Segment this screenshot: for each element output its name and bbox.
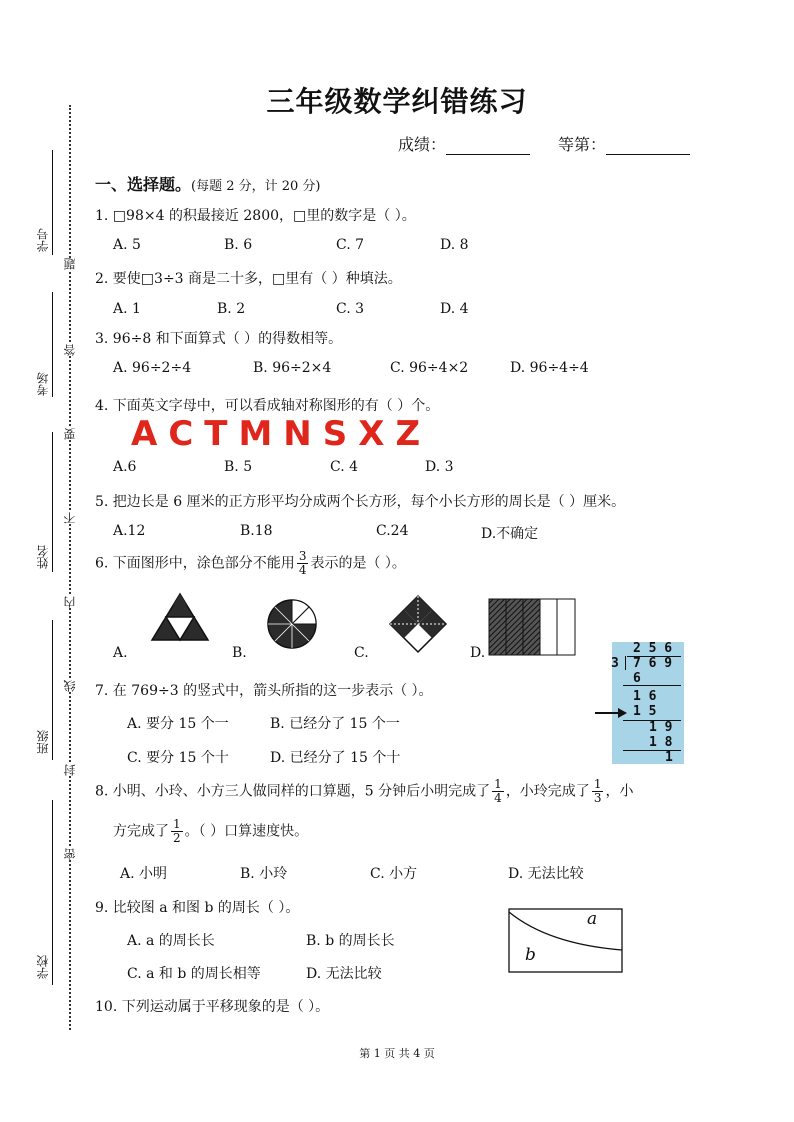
grade-blank[interactable] — [606, 138, 690, 155]
division-rule-1 — [623, 685, 681, 686]
q7-option-b[interactable]: B. 已经分了 15 个一 — [270, 716, 400, 732]
q2-option-a[interactable]: A. 1 — [113, 301, 141, 317]
division-step: 1 5 — [633, 704, 657, 719]
question-1: 1. □98×4 的积最接近 2800，□里的数字是（ ）。 — [95, 208, 416, 224]
score-field — [398, 132, 530, 155]
name-line — [52, 432, 53, 572]
q4-option-b[interactable]: B. 5 — [224, 459, 253, 475]
side-label-name: 姓名 — [36, 545, 50, 569]
section-note: (每题 2 分，计 20 分) — [191, 179, 321, 194]
q7-option-c[interactable]: C. 要分 15 个十 — [127, 750, 229, 766]
q8-option-c[interactable]: C. 小方 — [370, 866, 418, 882]
letters-image: ACTMNSXZ — [131, 414, 432, 454]
q2-option-b[interactable]: B. 2 — [217, 301, 246, 317]
q2-option-d[interactable]: D. 4 — [440, 301, 469, 317]
margin-marker: 题 — [63, 258, 77, 270]
arrow-icon — [594, 707, 628, 719]
region-label-a: a — [587, 909, 598, 929]
q6-option-a[interactable]: A. — [113, 645, 128, 661]
q9-option-b[interactable]: B. b 的周长长 — [306, 933, 395, 949]
side-label-class: 班级 — [36, 730, 50, 754]
exam-room-line — [52, 292, 53, 397]
q3-option-a[interactable]: A. 96÷2÷4 — [113, 360, 192, 376]
division-bracket — [625, 656, 626, 670]
section-heading — [95, 172, 321, 195]
score-label: 成绩： — [398, 135, 447, 154]
question-4: 4. 下面英文字母中，可以看成轴对称图形的有（ ）个。 — [95, 398, 440, 414]
class-line — [52, 620, 53, 760]
grade-field — [558, 132, 690, 155]
side-label-exam-room: 考场 — [36, 372, 50, 396]
student-number-line — [52, 150, 53, 255]
question-2: 2. 要使□3÷3 商是二十多，□里有（ ）种填法。 — [95, 271, 402, 287]
question-10: 10. 下列运动属于平移现象的是（ ）。 — [95, 999, 330, 1015]
division-step: 1 — [665, 750, 673, 765]
q9-option-a[interactable]: A. a 的周长长 — [127, 933, 215, 949]
q5-option-b[interactable]: B.18 — [240, 523, 273, 539]
page-title: 三年级数学纠错练习 — [266, 85, 528, 118]
fraction-one-quarter: $\frac{1}{4}$ — [494, 777, 502, 805]
q9-option-c[interactable]: C. a 和 b 的周长相等 — [127, 966, 261, 982]
q5-option-d[interactable]: D.不确定 — [481, 526, 539, 542]
score-blank[interactable] — [446, 138, 530, 155]
question-5: 5. 把边长是 6 厘米的正方形平均分成两个长方形，每个小长方形的周长是（ ）厘米。 — [95, 494, 626, 510]
circle-figure — [266, 598, 318, 650]
q6-option-b[interactable]: B. — [232, 645, 247, 661]
q9-option-d[interactable]: D. 无法比较 — [306, 966, 382, 982]
q5-option-a[interactable]: A.12 — [113, 523, 146, 539]
division-quotient: 2 5 6 — [633, 641, 673, 656]
margin-marker: 内 — [63, 596, 77, 608]
q7-option-d[interactable]: D. 已经分了 15 个十 — [270, 750, 401, 766]
q3-option-b[interactable]: B. 96÷2×4 — [253, 360, 332, 376]
q5-option-c[interactable]: C.24 — [376, 523, 409, 539]
division-step: 1 9 — [649, 720, 673, 735]
question-9: 9. 比较图 a 和图 b 的周长（ ）。 — [95, 900, 300, 916]
q3-option-d[interactable]: D. 96÷4÷4 — [510, 360, 589, 376]
q6-option-d[interactable]: D. — [470, 645, 486, 661]
division-dividend: 7 6 9 — [633, 656, 673, 671]
perimeter-figure — [508, 908, 624, 974]
q8-option-a[interactable]: A. 小明 — [120, 866, 168, 882]
question-3: 3. 96÷8 和下面算式（ ）的得数相等。 — [95, 331, 343, 347]
q1-option-c[interactable]: C. 7 — [336, 237, 365, 253]
side-label-student-number: 学号 — [36, 228, 50, 252]
division-step: 1 6 — [633, 689, 657, 704]
division-step: 1 8 — [649, 735, 673, 750]
division-divisor: 3 — [611, 656, 619, 671]
q8-option-d[interactable]: D. 无法比较 — [508, 866, 584, 882]
q2-option-c[interactable]: C. 3 — [336, 301, 365, 317]
diamond-figure — [388, 594, 448, 654]
margin-marker: 密 — [63, 848, 77, 860]
q7-option-a[interactable]: A. 要分 15 个一 — [127, 716, 229, 732]
margin-marker: 不 — [63, 512, 77, 524]
q3-option-c[interactable]: C. 96÷4×2 — [390, 360, 469, 376]
question-7: 7. 在 769÷3 的竖式中，箭头所指的这一步表示（ ）。 — [95, 683, 433, 699]
binding-dotted-line — [69, 105, 71, 1030]
q8-option-b[interactable]: B. 小玲 — [240, 866, 288, 882]
school-line — [52, 800, 53, 985]
margin-marker: 封 — [63, 764, 77, 776]
rectangle-figure — [488, 598, 578, 656]
q4-option-c[interactable]: C. 4 — [330, 459, 359, 475]
q4-option-a[interactable]: A.6 — [113, 459, 137, 475]
question-6: 6. 下面图形中，涂色部分不能用 $\frac{3}{4}$ 表示的是（ ）。 — [95, 549, 406, 577]
question-8-line-1: 8. 小明、小玲、小方三人做同样的口算题，5 分钟后小明完成了 $\frac{1}{4}$ ，小玲完成了 $\frac{1}{3}$ ，小 — [95, 777, 634, 805]
q1-option-a[interactable]: A. 5 — [113, 237, 141, 253]
q4-option-d[interactable]: D. 3 — [425, 459, 454, 475]
fraction-three-quarters: $\frac{3}{4}$ — [298, 549, 307, 577]
margin-marker: 要 — [63, 428, 77, 440]
fraction-one-third: $\frac{1}{3}$ — [593, 777, 602, 805]
margin-marker: 答 — [63, 344, 77, 356]
q6-option-c[interactable]: C. — [354, 645, 369, 661]
q1-option-b[interactable]: B. 6 — [224, 237, 253, 253]
side-label-school: 学校 — [36, 955, 50, 979]
margin-marker: 线 — [63, 680, 77, 692]
grade-label: 等第： — [558, 135, 607, 154]
triangle-figure — [150, 592, 210, 642]
q1-option-d[interactable]: D. 8 — [440, 237, 469, 253]
section-title: 一、选择题。 — [95, 175, 192, 194]
long-division-figure — [585, 642, 685, 764]
fraction-one-half: $\frac{1}{2}$ — [173, 817, 181, 845]
question-8-line-2: 方完成了 $\frac{1}{2}$ 。（ ）口算速度快。 — [113, 817, 309, 845]
region-label-b: b — [525, 945, 536, 965]
page-footer: 第 1 页 共 4 页 — [359, 1047, 435, 1060]
division-step: 6 — [633, 671, 641, 686]
